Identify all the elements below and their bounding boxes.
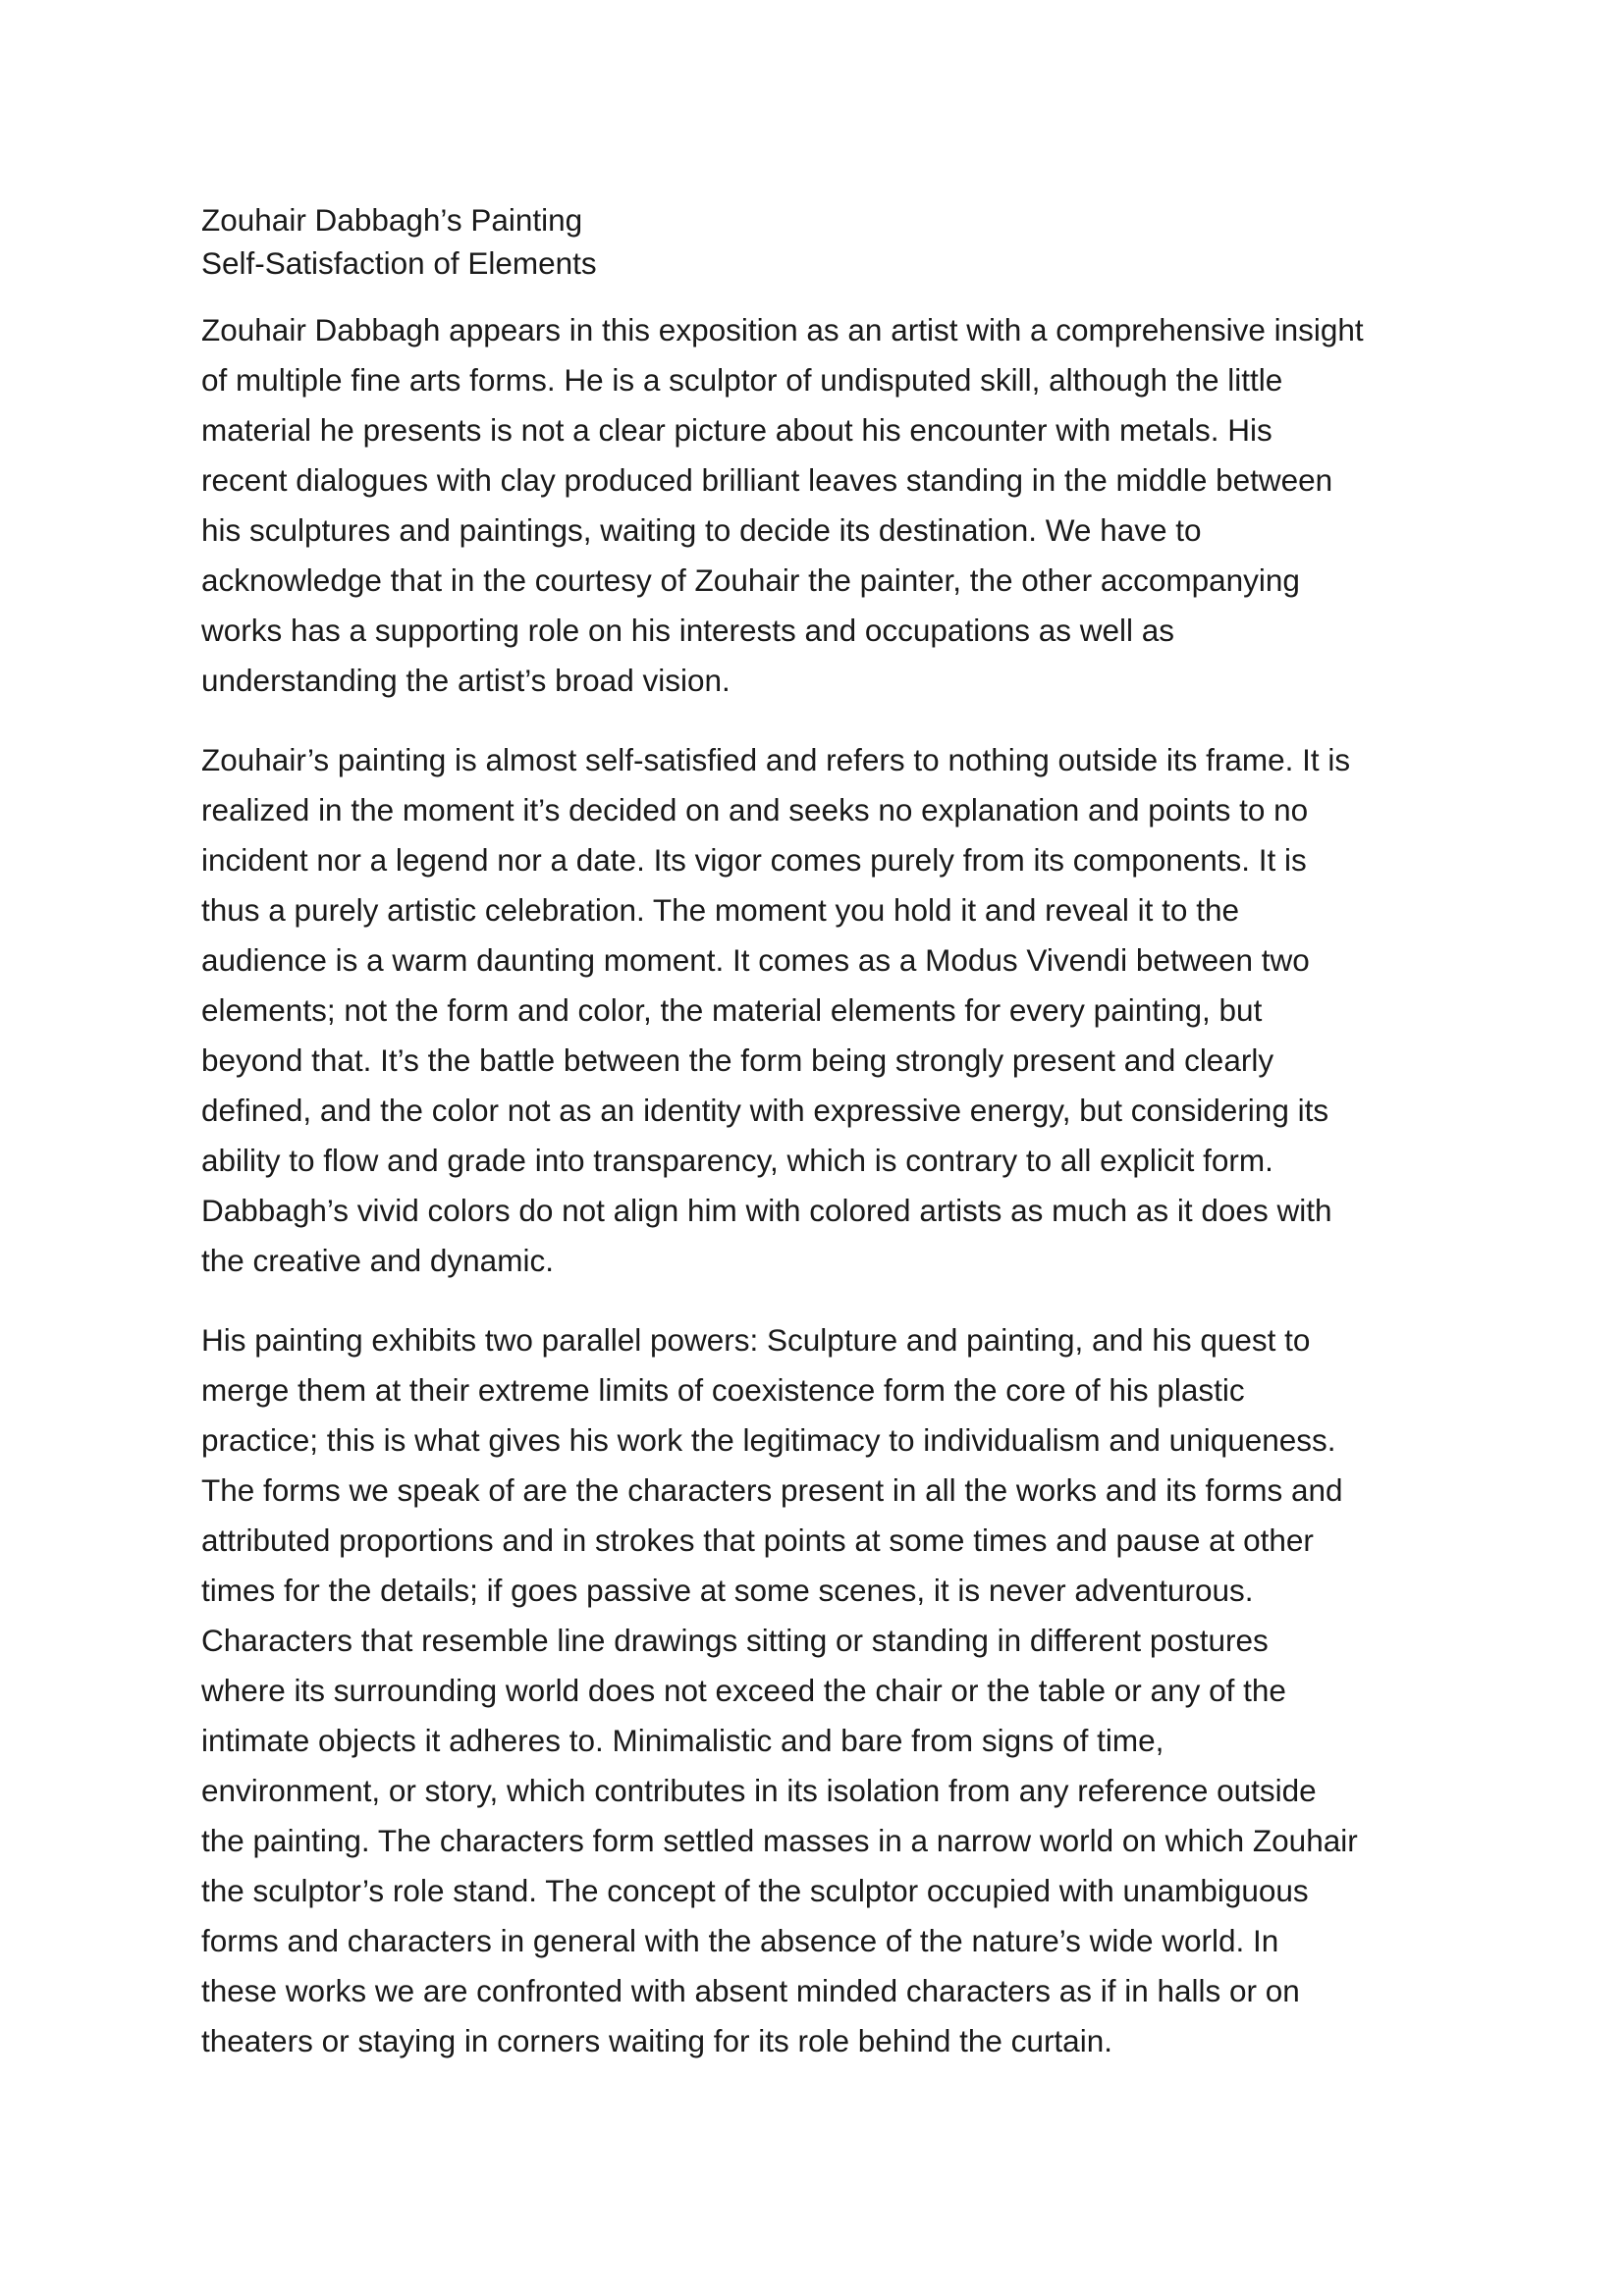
paragraph-line: Dabbagh’s vivid colors do not align him with colored artists as much as it does with [201,1193,1332,1228]
paragraph-line: where its surrounding world does not exceed the chair or the table or any of the [201,1673,1286,1708]
paragraph-line: merge them at their extreme limits of coexistence form the core of his plastic [201,1372,1245,1408]
paragraph-line: recent dialogues with clay produced brilliant leaves standing in the middle between [201,462,1333,498]
paragraph-line: his sculptures and paintings, waiting to decide its destination. We have to [201,512,1202,548]
paragraph-line: works has a supporting role on his interests and occupations as well as [201,613,1175,648]
document-title: Zouhair Dabbagh’s Painting [201,202,583,238]
paragraph-line: of multiple fine arts forms. He is a sculptor of undisputed skill, although the little [201,362,1283,398]
paragraph-line: ability to flow and grade into transparency, which is contrary to all explicit form. [201,1143,1273,1178]
paragraph-2 [201,735,1448,1286]
paragraph-line: Zouhair Dabbagh appears in this exposition as an artist with a comprehensive insight [201,312,1364,347]
paragraph-line: thus a purely artistic celebration. The moment you hold it and reveal it to the [201,892,1239,928]
paragraph-line: these works we are confronted with absent minded characters as if in halls or on [201,1973,1300,2008]
paragraph-line: times for the details; if goes passive at some scenes, it is never adventurous. [201,1573,1254,1608]
paragraph-line: incident nor a legend nor a date. Its vigor comes purely from its components. It is [201,842,1307,878]
paragraph-line: beyond that. It’s the battle between the form being strongly present and clearly [201,1042,1274,1078]
paragraph-line: realized in the moment it’s decided on and seeks no explanation and points to no [201,792,1309,828]
paragraph-line: attributed proportions and in strokes that points at some times and pause at other [201,1522,1314,1558]
paragraph-list [201,305,1448,2066]
paragraph-3 [201,1315,1448,2066]
paragraph-line: understanding the artist’s broad vision. [201,663,731,698]
paragraph-line: elements; not the form and color, the material elements for every painting, but [201,992,1263,1028]
paragraph-line: the painting. The characters form settled masses in a narrow world on which Zouhair [201,1823,1358,1858]
document-body [201,198,1448,2096]
paragraph-line: The forms we speak of are the characters present in all the works and its forms and [201,1472,1343,1508]
paragraph-line: theaters or staying in corners waiting for its role behind the curtain. [201,2023,1112,2058]
paragraph-line: acknowledge that in the courtesy of Zouhair the painter, the other accompanying [201,562,1300,598]
paragraph-line: forms and characters in general with the absence of the nature’s wide world. In [201,1923,1279,1958]
paragraph-line: intimate objects it adheres to. Minimalistic and bare from signs of time, [201,1723,1164,1758]
paragraph-line: defined, and the color not as an identity with expressive energy, but considering its [201,1093,1329,1128]
paragraph-1 [201,305,1448,706]
paragraph-line: Zouhair’s painting is almost self-satisfied and refers to nothing outside its frame. It is [201,742,1351,777]
document-heading [201,198,1448,285]
paragraph-line: audience is a warm daunting moment. It comes as a Modus Vivendi between two [201,942,1310,978]
paragraph-line: environment, or story, which contributes in its isolation from any reference outside [201,1773,1317,1808]
paragraph-line: Characters that resemble line drawings sitting or standing in different postures [201,1623,1269,1658]
paragraph-line: the creative and dynamic. [201,1243,554,1278]
paragraph-line: the sculptor’s role stand. The concept of the sculptor occupied with unambiguous [201,1873,1309,1908]
paragraph-line: His painting exhibits two parallel powers: Sculpture and painting, and his quest to [201,1322,1311,1358]
document-subtitle: Self-Satisfaction of Elements [201,245,597,281]
paragraph-line: practice; this is what gives his work the legitimacy to individualism and uniqueness. [201,1422,1336,1458]
paragraph-line: material he presents is not a clear picture about his encounter with metals. His [201,412,1272,448]
